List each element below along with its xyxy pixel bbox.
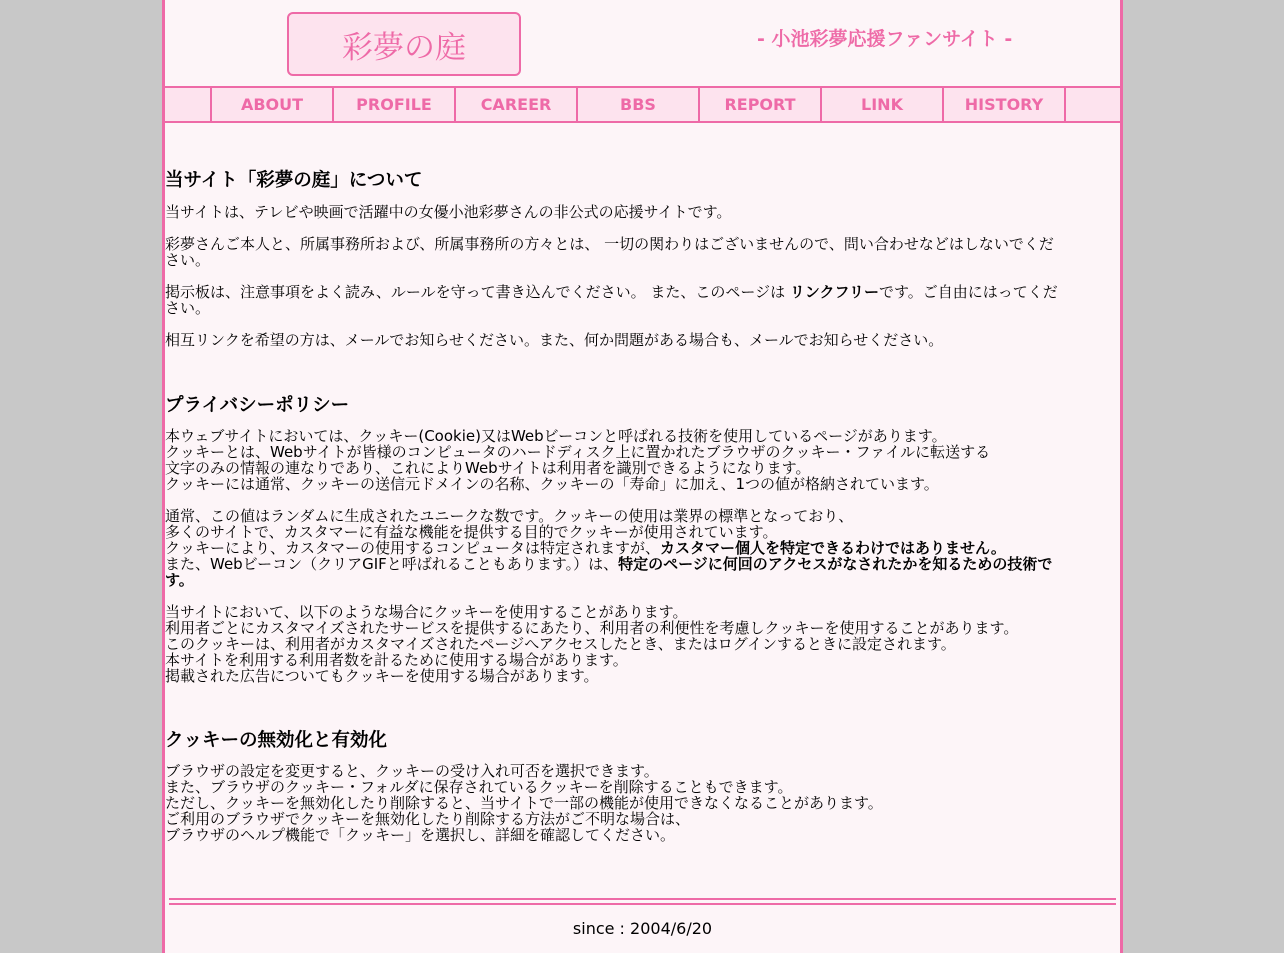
text-segment: 掲示板は、注意事項をよく読み、ルールを守って書き込んでください。 また、このページは bbox=[165, 283, 790, 301]
text-line: 当サイトは、テレビや映画で活躍中の女優小池彩夢さんの非公式の応援サイトです。 bbox=[165, 203, 732, 221]
text-line: ブラウザのヘルプ機能で「クッキー」を選択し、詳細を確認してください。 bbox=[165, 826, 676, 844]
since-date: since : 2004/6/20 bbox=[572, 919, 713, 938]
footer-divider bbox=[169, 898, 1116, 900]
text-line bbox=[165, 572, 1120, 588]
text-line: このクッキーは、利用者がカスタマイズされたページへアクセスしたとき、またはログインするときに設定されます。 bbox=[165, 635, 956, 653]
text-line: 利用者ごとにカスタマイズされたサービスを提供するにあたり、利用者の利便性を考慮しクッキーを使用することがあります。 bbox=[165, 619, 1019, 637]
text-segment: また、Webビーコン（クリアGIFと呼ばれることもあります。）は、 bbox=[165, 555, 619, 573]
text-line: さい。 bbox=[165, 251, 211, 269]
text-line: 彩夢さんご本人と、所属事務所および、所属事務所の方々とは、 一切の関わりはございませんので、問い合わせなどはしないでくだ bbox=[165, 235, 1054, 253]
about-paragraph-4 bbox=[165, 332, 1120, 348]
nav-item-career[interactable]: CAREER bbox=[456, 88, 578, 121]
about-heading: 当サイト「彩夢の庭」について bbox=[165, 170, 423, 191]
about-paragraph-1 bbox=[165, 204, 1120, 220]
main-navigation bbox=[165, 86, 1120, 123]
about-paragraph-3 bbox=[165, 284, 1120, 316]
text-line bbox=[165, 556, 1120, 572]
emphasis-text: カスタマー個人を特定できるわけではありません。 bbox=[660, 539, 1006, 557]
text-line: 当サイトにおいて、以下のような場合にクッキーを使用することがあります。 bbox=[165, 603, 688, 621]
text-line: 多くのサイトで、カスタマーに有益な機能を提供する目的でクッキーが使用されています。 bbox=[165, 523, 778, 541]
main-content bbox=[165, 123, 1120, 843]
text-line: 本サイトを利用する利用者数を計るために使用する場合があります。 bbox=[165, 651, 628, 669]
privacy-block-2 bbox=[165, 508, 1120, 588]
nav-spacer bbox=[1066, 88, 1120, 121]
nav-item-history[interactable]: HISTORY bbox=[944, 88, 1066, 121]
text-segment: です。ご自由にはってくだ bbox=[878, 283, 1058, 301]
privacy-block-3 bbox=[165, 604, 1120, 684]
text-line: さい。 bbox=[165, 299, 211, 317]
site-title: 彩夢の庭 bbox=[342, 29, 466, 66]
cookie-block bbox=[165, 763, 1120, 843]
text-segment: クッキーにより、カスタマーの使用するコンピュータは特定されますが、 bbox=[165, 539, 661, 557]
privacy-block-1 bbox=[165, 428, 1120, 492]
text-line: 本ウェブサイトにおいては、クッキー(Cookie)又はWebビーコンと呼ばれる技術を使用しているページがあります。 bbox=[165, 427, 947, 445]
text-line: 掲載された広告についてもクッキーを使用する場合があります。 bbox=[165, 667, 599, 685]
site-header bbox=[165, 0, 1120, 86]
nav-item-profile[interactable]: PROFILE bbox=[334, 88, 456, 121]
site-logo-link[interactable] bbox=[287, 12, 521, 76]
text-line: 相互リンクを希望の方は、メールでお知らせください。また、何か問題がある場合も、メールでお知らせください。 bbox=[165, 331, 944, 349]
emphasis-text: す。 bbox=[165, 571, 194, 589]
privacy-heading: プライバシーポリシー bbox=[165, 395, 350, 416]
text-line: 通常、この値はランダムに生成されたユニークな数です。クッキーの使用は業界の標準となっており、 bbox=[165, 507, 854, 525]
emphasis-text: 特定のページに何回のアクセスがなされたかを知るための技術で bbox=[618, 555, 1053, 573]
nav-spacer bbox=[165, 88, 212, 121]
text-line: ご利用のブラウザでクッキーを無効化したり削除する方法がご不明な場合は、 bbox=[165, 810, 691, 828]
nav-item-link[interactable]: LINK bbox=[822, 88, 944, 121]
page-container bbox=[162, 0, 1123, 953]
text-line bbox=[165, 284, 1120, 300]
nav-item-bbs[interactable]: BBS bbox=[578, 88, 700, 121]
text-line: ブラウザの設定を変更すると、クッキーの受け入れ可否を選択できます。 bbox=[165, 762, 659, 780]
text-line: また、ブラウザのクッキー・フォルダに保存されているクッキーを削除することもできます。 bbox=[165, 778, 793, 796]
text-line: ただし、クッキーを無効化したり削除すると、当サイトで一部の機能が使用できなくなることがあります。 bbox=[165, 794, 883, 812]
nav-item-report[interactable]: REPORT bbox=[700, 88, 822, 121]
text-line: 文字のみの情報の連なりであり、これによりWebサイトは利用者を識別できるようになります。 bbox=[165, 459, 811, 477]
about-paragraph-2 bbox=[165, 236, 1120, 268]
nav-item-about[interactable]: ABOUT bbox=[212, 88, 334, 121]
link-free-emphasis: リンクフリー bbox=[789, 283, 879, 301]
text-line: クッキーには通常、クッキーの送信元ドメインの名称、クッキーの「寿命」に加え、1つの値が格納されています。 bbox=[165, 475, 939, 493]
cookie-heading: クッキーの無効化と有効化 bbox=[165, 730, 388, 751]
footer-divider bbox=[169, 903, 1116, 905]
text-line: クッキーとは、Webサイトが皆様のコンピュータのハードディスク上に置かれたブラウザのクッキー・ファイルに転送する bbox=[165, 443, 991, 461]
text-line bbox=[165, 540, 1120, 556]
site-tagline: - 小池彩夢応援ファンサイト - bbox=[757, 28, 1013, 50]
